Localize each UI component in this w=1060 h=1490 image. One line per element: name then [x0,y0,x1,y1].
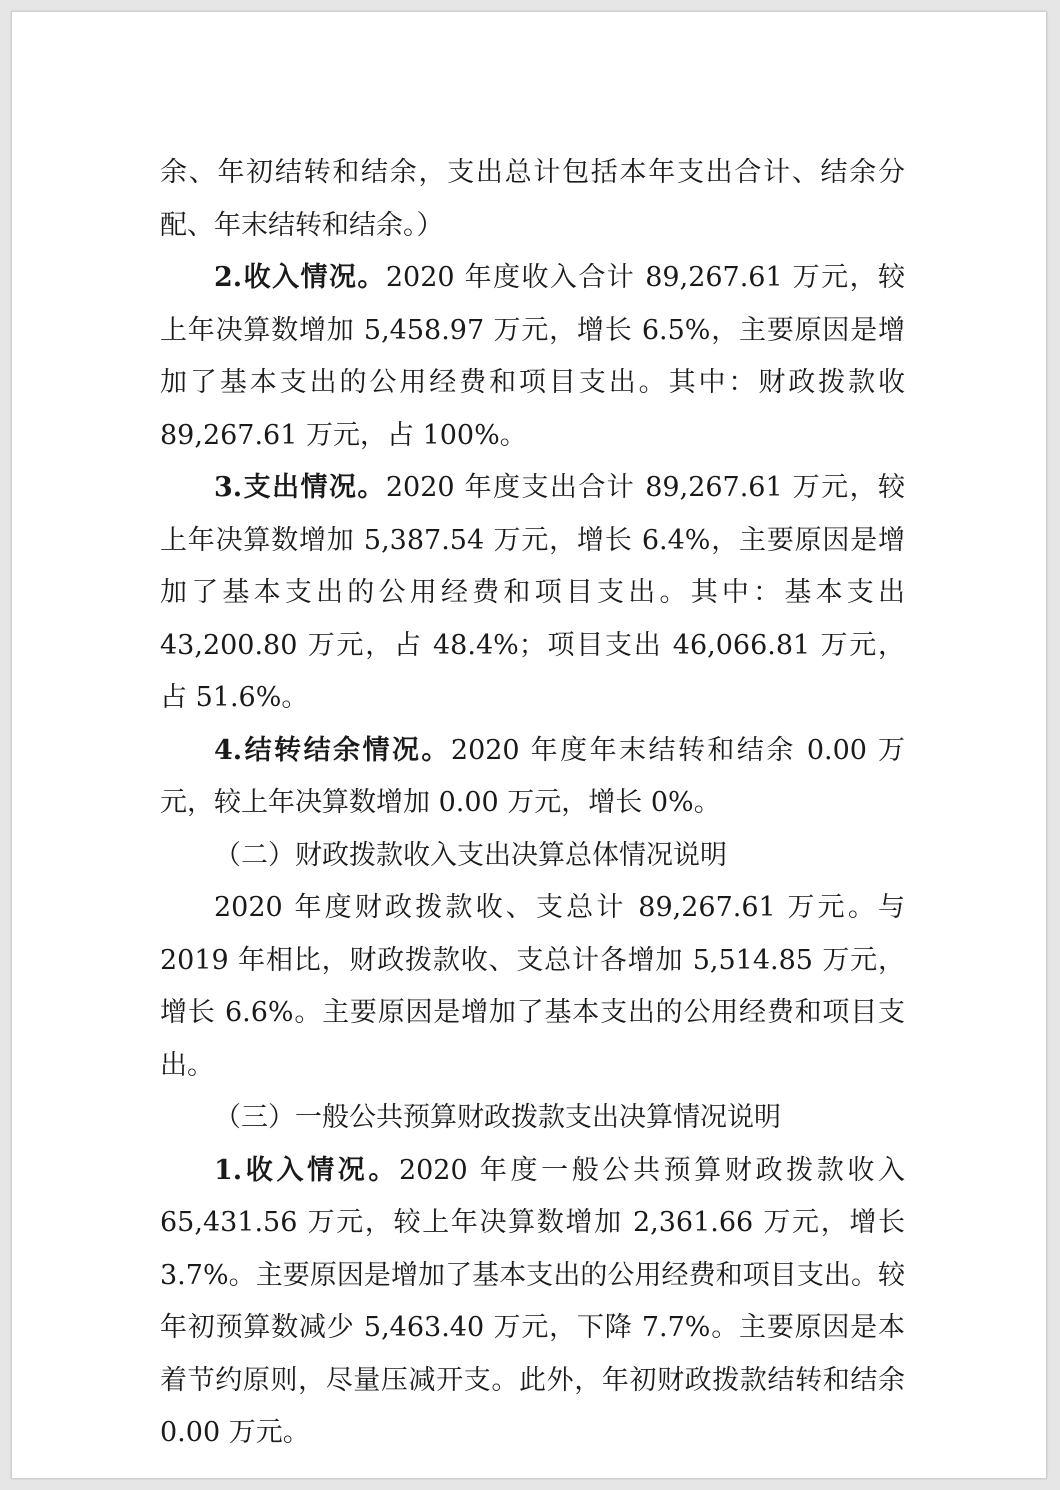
section-heading-3: （三）一般公共预算财政拨款支出决算情况说明 [214,1102,781,1133]
paragraph-text: 2020 年度一般公共预算财政拨款收入 65,431.56 万元，较上年决算数增加 2,361.66 万元，增长 3.7%。主要原因是增加了基本支出的公用经费和项目支出。较年初预算数减少 5,463.40 万元，下降 7.7%。主要原因是本着节约原则，尽量压减开支。此外，年初财政拨款结转和结余 0.00 万元。 [160,1154,906,1448]
paragraph-income [160,252,905,462]
paragraph-text: 2020 年度支出合计 89,267.61 万元，较上年决算数增加 5,387.54 万元，增长 6.4%，主要原因是增加了基本支出的公用经费和项目支出。其中：基本支出 43,200.80 万元，占 48.4%；项目支出 46,066.81 万元，占 51.6%。 [160,472,906,713]
document-body [160,147,905,1460]
paragraph-general-budget-income [160,1145,905,1460]
paragraph-title: 3.支出情况。 [214,472,386,503]
paragraph-title: 2.收入情况。 [214,262,386,293]
paragraph-title: 4.结转结余情况。 [214,734,451,766]
paragraph-continuation: 余、年初结转和结余，支出总计包括本年支出合计、结余分配、年末结转和结余。） [160,157,905,241]
paragraph-carryover [160,725,905,830]
section-heading-2: （二）财政拨款收入支出决算总体情况说明 [214,839,727,871]
paragraph-text: 2020 年度年末结转和结余 0.00 万元，较上年决算数增加 0.00 万元，增长 0%。 [160,734,906,818]
paragraph-text: 2020 年度收入合计 89,267.61 万元，较上年决算数增加 5,458.97 万元，增长 6.5%，主要原因是增加了基本支出的公用经费和项目支出。其中：财政拨款收 89,267.61 万元，占 100%。 [160,262,906,451]
paragraph-expenditure [160,462,905,725]
paragraph-fiscal-total: 2020 年度财政拨款收、支总计 89,267.61 万元。与 2019 年相比，财政拨款收、支总计各增加 5,514.85 万元，增长 6.6%。主要原因是增加了基本支出的公用经费和项目支出。 [160,892,905,1081]
document-page [11,11,1047,1479]
paragraph-title: 1.收入情况。 [214,1154,399,1186]
